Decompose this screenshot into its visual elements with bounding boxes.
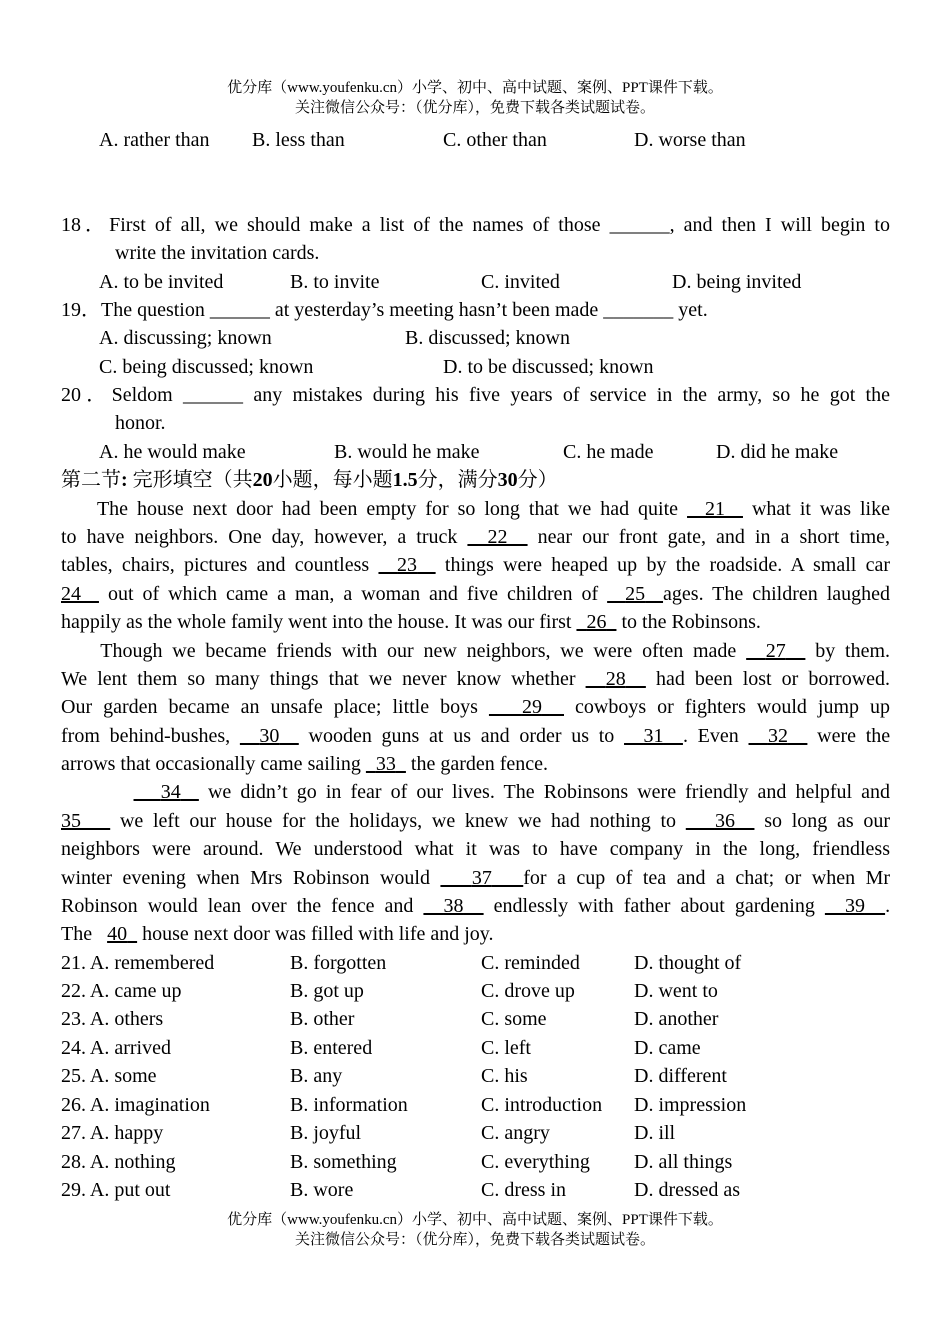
q20-option-b: B. would he make: [334, 441, 480, 463]
option-21-c: C. reminded: [481, 952, 580, 974]
passage-line: 24 out of which came a man, a woman and five children of 25 ages. The children laughed: [61, 583, 891, 605]
option-25-a: 25. A. some: [61, 1065, 157, 1087]
passage-line: Robinson would lean over the fence and 38 endlessly with father about gardening 39 .: [61, 895, 891, 917]
option-25-c: C. his: [481, 1065, 528, 1087]
option-24-d: D. came: [634, 1037, 701, 1059]
blank-32: 32: [767, 725, 788, 747]
q20-option-a: A. he would make: [99, 441, 246, 463]
passage-line: to have neighbors. One day, however, a truck 22 near our front gate, and in a short time,: [61, 526, 891, 548]
passage-line: 35 we left our house for the holidays, we knew we had nothing to 36 so long as our: [61, 810, 891, 832]
option-24-c: C. left: [481, 1037, 531, 1059]
option-29-b: B. wore: [290, 1179, 354, 1201]
option-27-d: D. ill: [634, 1122, 676, 1144]
q18-stem-line-2: write the invitation cards.: [115, 242, 320, 264]
blank-26: 26: [586, 611, 607, 633]
blank-25: 25: [625, 583, 646, 605]
option-22-d: D. went to: [634, 980, 718, 1002]
option-24-a: 24. A. arrived: [61, 1037, 171, 1059]
option-28-d: D. all things: [634, 1151, 733, 1173]
option-25-b: B. any: [290, 1065, 343, 1087]
blank-33: 33: [375, 753, 396, 775]
blank-34: 34: [160, 781, 181, 803]
header-line-2: 关注微信公众号：（优分库），免费下载各类试题试卷。: [294, 100, 655, 116]
q17-option-d: D. worse than: [634, 129, 746, 151]
passage-line: 34 we didn’t go in fear of our lives. The Robinsons were friendly and helpful and: [160, 781, 891, 803]
passage-line: tables, chairs, pictures and countless 23 things were heaped up by the roadside. A small car: [61, 554, 891, 576]
option-22-b: B. got up: [290, 980, 364, 1002]
passage-line: winter evening when Mrs Robinson would 37 for a cup of tea and a chat; or when Mr: [61, 867, 891, 889]
option-27-b: B. joyful: [290, 1122, 362, 1144]
option-28-b: B. something: [290, 1151, 397, 1173]
blank-39: 39: [844, 895, 865, 917]
option-21-d: D. thought of: [634, 952, 742, 974]
option-22-c: C. drove up: [481, 980, 575, 1002]
passage-line: arrows that occasionally came sailing 33 the garden fence.: [61, 753, 549, 775]
option-24-b: B. entered: [290, 1037, 373, 1059]
q20-stem-line-1: 20．Seldom ______ any mistakes during his five years of service in the army, so he got the: [61, 384, 890, 406]
option-27-a: 27. A. happy: [61, 1122, 164, 1144]
blank-24: 24: [61, 583, 81, 605]
q18-option-d: D. being invited: [672, 271, 802, 293]
blank-38: 38: [443, 895, 464, 917]
option-28-c: C. everything: [481, 1151, 590, 1173]
blank-31: 31: [643, 725, 664, 747]
blank-21: 21: [705, 498, 725, 520]
passage-line: Though we became friends with our new neighbors, we were often made 27 by them.: [100, 640, 891, 662]
blank-36: 36: [714, 810, 735, 832]
q18-option-a: A. to be invited: [99, 271, 224, 293]
passage-line: happily as the whole family went into the house. It was our first 26 to the Robinsons.: [61, 611, 761, 633]
q20-option-c: C. he made: [563, 441, 654, 463]
passage-line: from behind-bushes, 30 wooden guns at us and order us to 31 . Even 32 were the: [61, 725, 891, 747]
blank-37: 37: [471, 867, 492, 889]
q17-option-a: A. rather than: [99, 129, 210, 151]
passage-line: The house next door had been empty for so long that we had quite 21 what it was like: [96, 498, 890, 520]
option-29-d: D. dressed as: [634, 1179, 741, 1201]
q17-option-b: B. less than: [252, 129, 345, 151]
option-27-c: C. angry: [481, 1122, 550, 1144]
option-29-a: 29. A. put out: [61, 1179, 171, 1201]
q19-option-a: A. discussing; known: [99, 327, 272, 349]
option-26-a: 26. A. imagination: [61, 1094, 210, 1116]
footer-line-1: 优分库（www.youfenku.cn）小学、初中、高中试题、案例、PPT课件下载。: [227, 1212, 723, 1228]
option-22-a: 22. A. came up: [61, 980, 182, 1002]
passage-line: We lent them so many things that we never know whether 28 had been lost or borrowed.: [61, 668, 891, 690]
q18-option-c: C. invited: [481, 271, 560, 293]
blank-35: 35: [61, 810, 81, 832]
footer-line-2: 关注微信公众号：（优分库），免费下载各类试题试卷。: [294, 1232, 655, 1248]
blank-29: 29: [521, 696, 542, 718]
passage-line: Our garden became an unsafe place; little boys 29 cowboys or fighters would jump up: [61, 696, 891, 718]
option-26-b: B. information: [290, 1094, 408, 1116]
option-29-c: C. dress in: [481, 1179, 566, 1201]
blank-30: 30: [259, 725, 280, 747]
blank-40: 40: [107, 923, 128, 945]
option-23-b: B. other: [290, 1008, 355, 1030]
passage-line: The 40 house next door was filled with life and joy.: [61, 923, 494, 945]
q19-stem: 19．The question ______ at yesterday’s meeting hasn’t been made _______ yet.: [61, 299, 708, 321]
option-25-d: D. different: [634, 1065, 727, 1087]
option-23-c: C. some: [481, 1008, 547, 1030]
option-28-a: 28. A. nothing: [61, 1151, 176, 1173]
blank-22: 22: [487, 526, 508, 548]
option-26-d: D. impression: [634, 1094, 747, 1116]
q18-stem-line-1: 18．First of all, we should make a list of the names of those ______, and then I will begin to: [61, 214, 890, 236]
header-line-1: 优分库（www.youfenku.cn）小学、初中、高中试题、案例、PPT课件下载。: [227, 80, 723, 96]
q19-option-c: C. being discussed; known: [99, 356, 314, 378]
section-heading: 第二节: 完形填空（共20小题，每小题1.5分，满分30分）: [61, 469, 558, 491]
option-23-a: 23. A. others: [61, 1008, 164, 1030]
blank-27: 27: [765, 640, 786, 662]
option-21-a: 21. A. remembered: [61, 952, 215, 974]
q20-stem-line-2: honor.: [115, 412, 166, 434]
option-21-b: B. forgotten: [290, 952, 387, 974]
blank-23: 23: [397, 554, 418, 576]
q20-option-d: D. did he make: [716, 441, 839, 463]
q19-option-d: D. to be discussed; known: [443, 356, 654, 378]
q18-option-b: B. to invite: [290, 271, 380, 293]
option-23-d: D. another: [634, 1008, 719, 1030]
passage-line: neighbors were around. We understood what it was to have company in the long, friendless: [61, 838, 890, 860]
q17-option-c: C. other than: [443, 129, 547, 151]
blank-28: 28: [605, 668, 626, 690]
q19-option-b: B. discussed; known: [405, 327, 570, 349]
option-26-c: C. introduction: [481, 1094, 603, 1116]
